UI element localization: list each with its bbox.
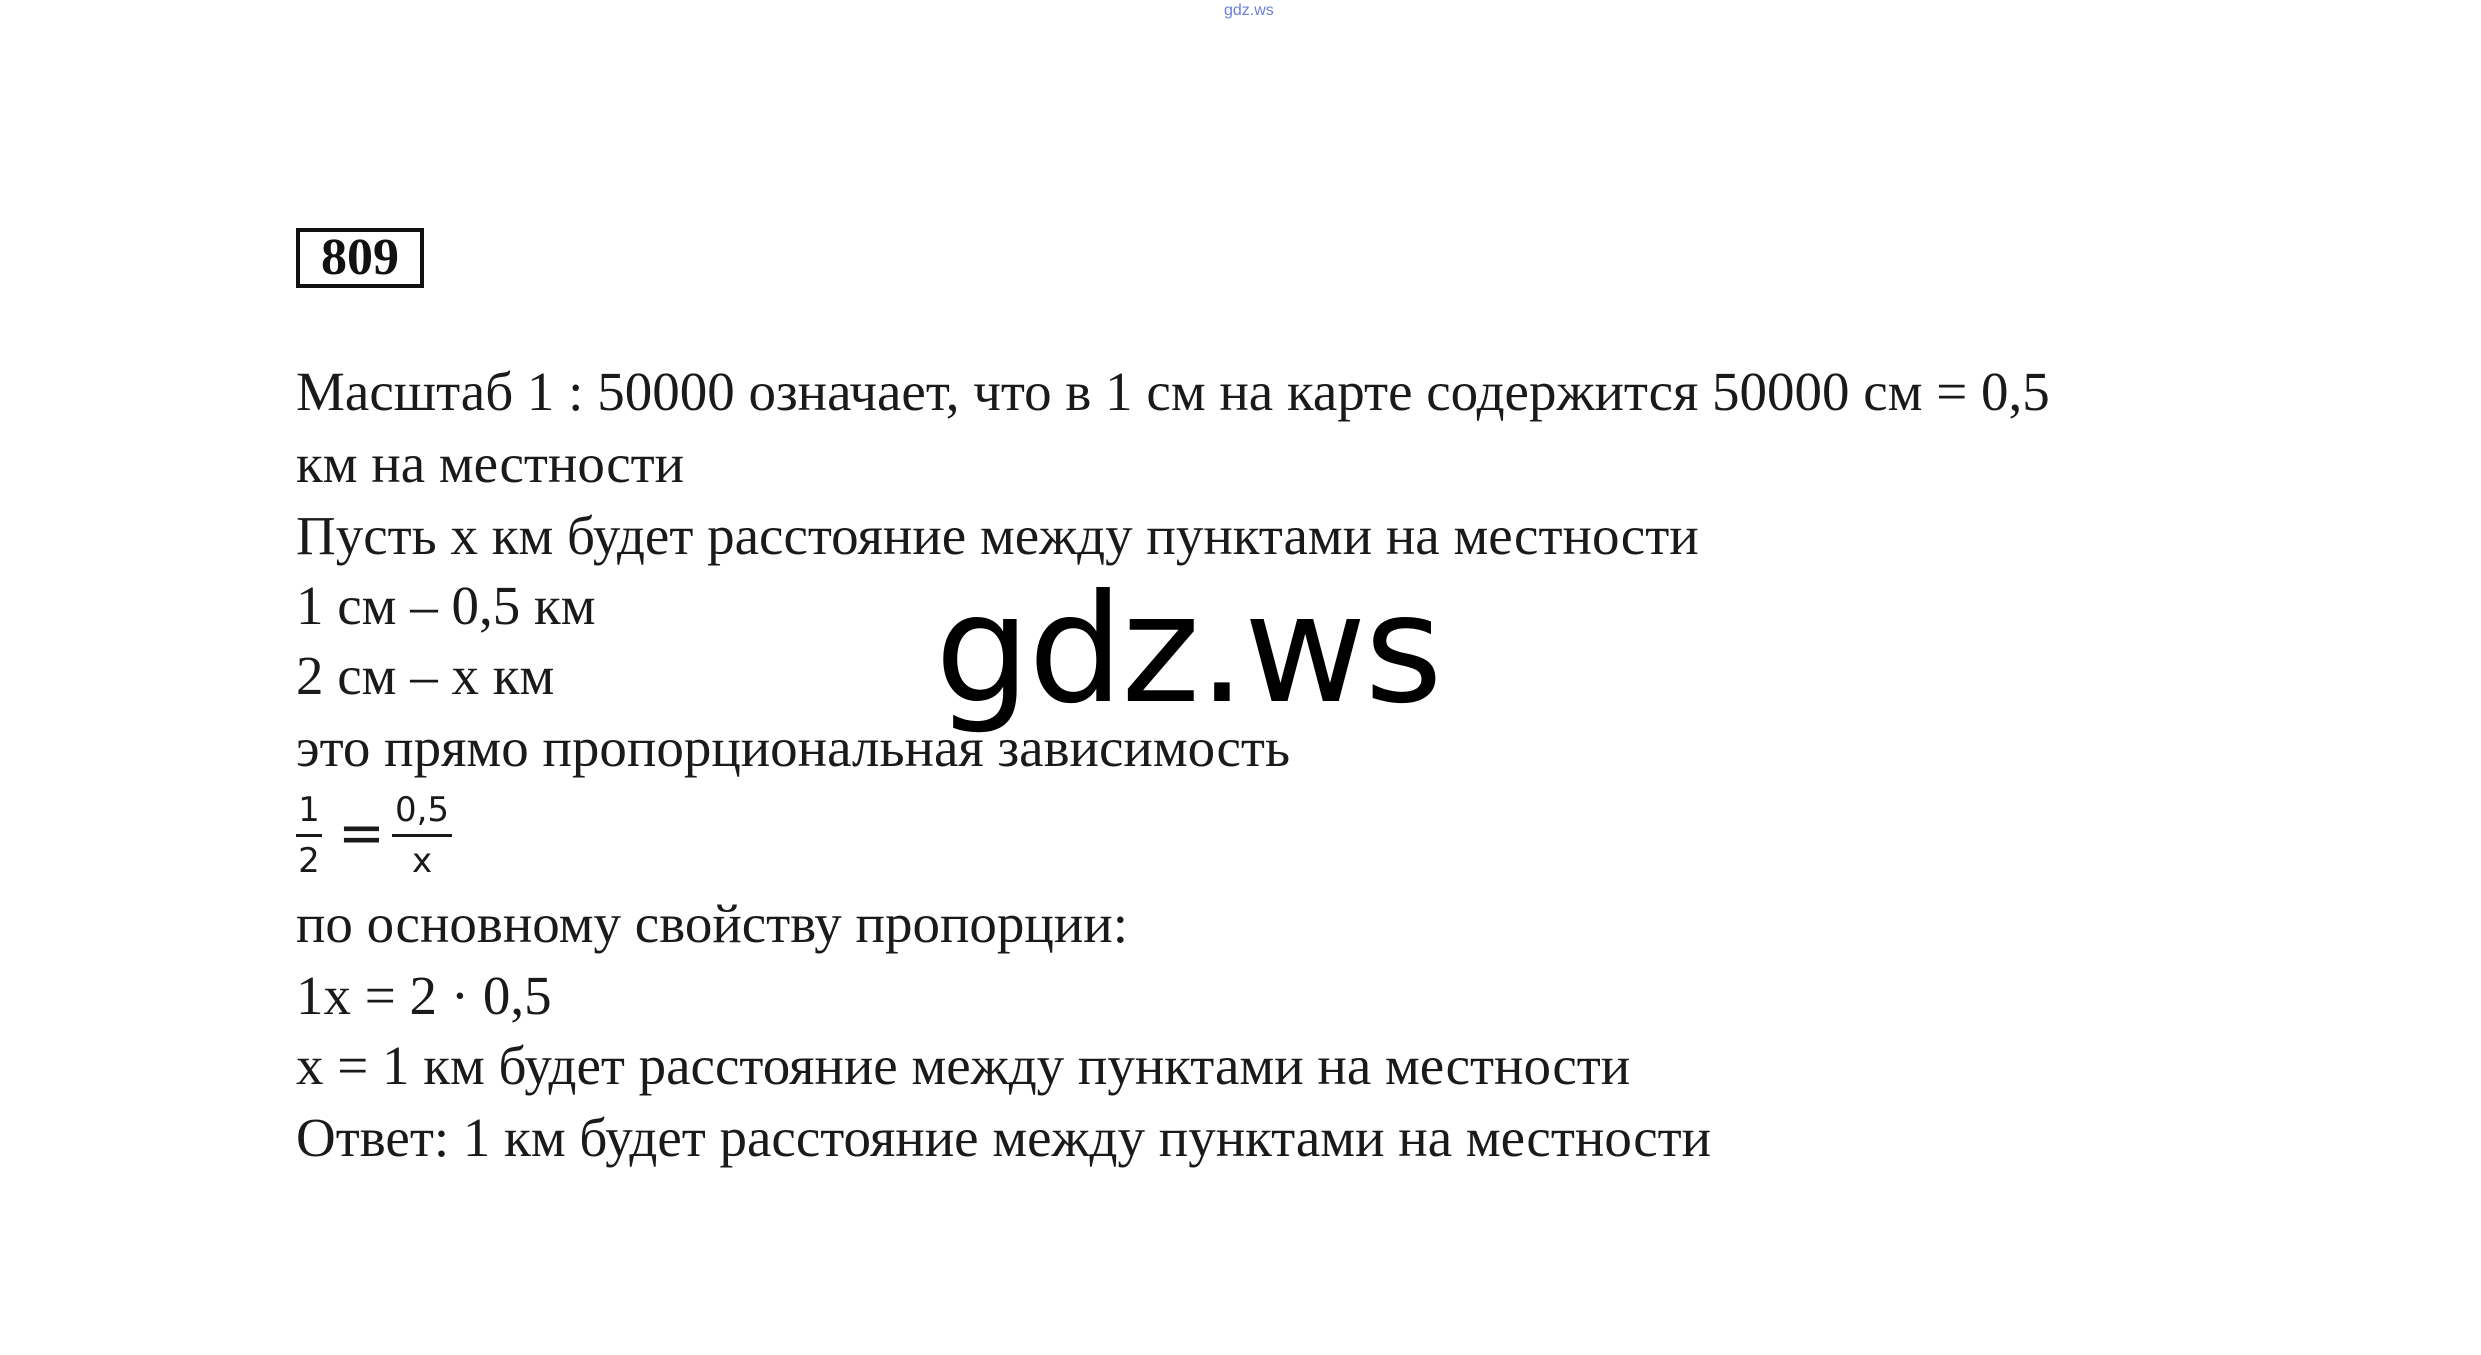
fraction-left <box>296 790 322 881</box>
fraction-right <box>392 790 452 881</box>
text-line-9: x = 1 км будет расстояние между пунктами на местности <box>296 1035 1631 1096</box>
fraction-right-denominator: x <box>411 841 433 881</box>
text-line-4: 1 см – 0,5 км <box>296 575 596 636</box>
equals-sign: = <box>338 801 385 866</box>
text-line-2: км на местности <box>296 433 685 494</box>
text-line-10: Ответ: 1 км будет расстояние между пунктами на местности <box>296 1107 1712 1168</box>
fraction-left-bar <box>296 834 322 837</box>
fraction-left-denominator: 2 <box>298 841 320 881</box>
fraction-right-bar <box>392 834 452 837</box>
fraction-right-numerator: 0,5 <box>394 790 450 830</box>
problem-number-box: 809 <box>296 228 424 288</box>
text-line-8: 1x = 2 · 0,5 <box>296 965 552 1026</box>
text-line-3: Пусть x км будет расстояние между пунктами на местности <box>296 505 1699 566</box>
fraction-left-numerator: 1 <box>298 790 320 830</box>
top-watermark: gdz.ws <box>1224 2 1274 19</box>
main-watermark: gdz.ws <box>935 563 1441 737</box>
text-line-6: это прямо пропорциональная зависимость <box>296 717 1291 778</box>
text-line-1: Масштаб 1 : 50000 означает, что в 1 см на карте содержится 50000 см = 0,5 <box>296 361 2050 422</box>
text-line-7: по основному свойству пропорции: <box>296 893 1128 954</box>
text-line-5: 2 см – x км <box>296 645 555 706</box>
